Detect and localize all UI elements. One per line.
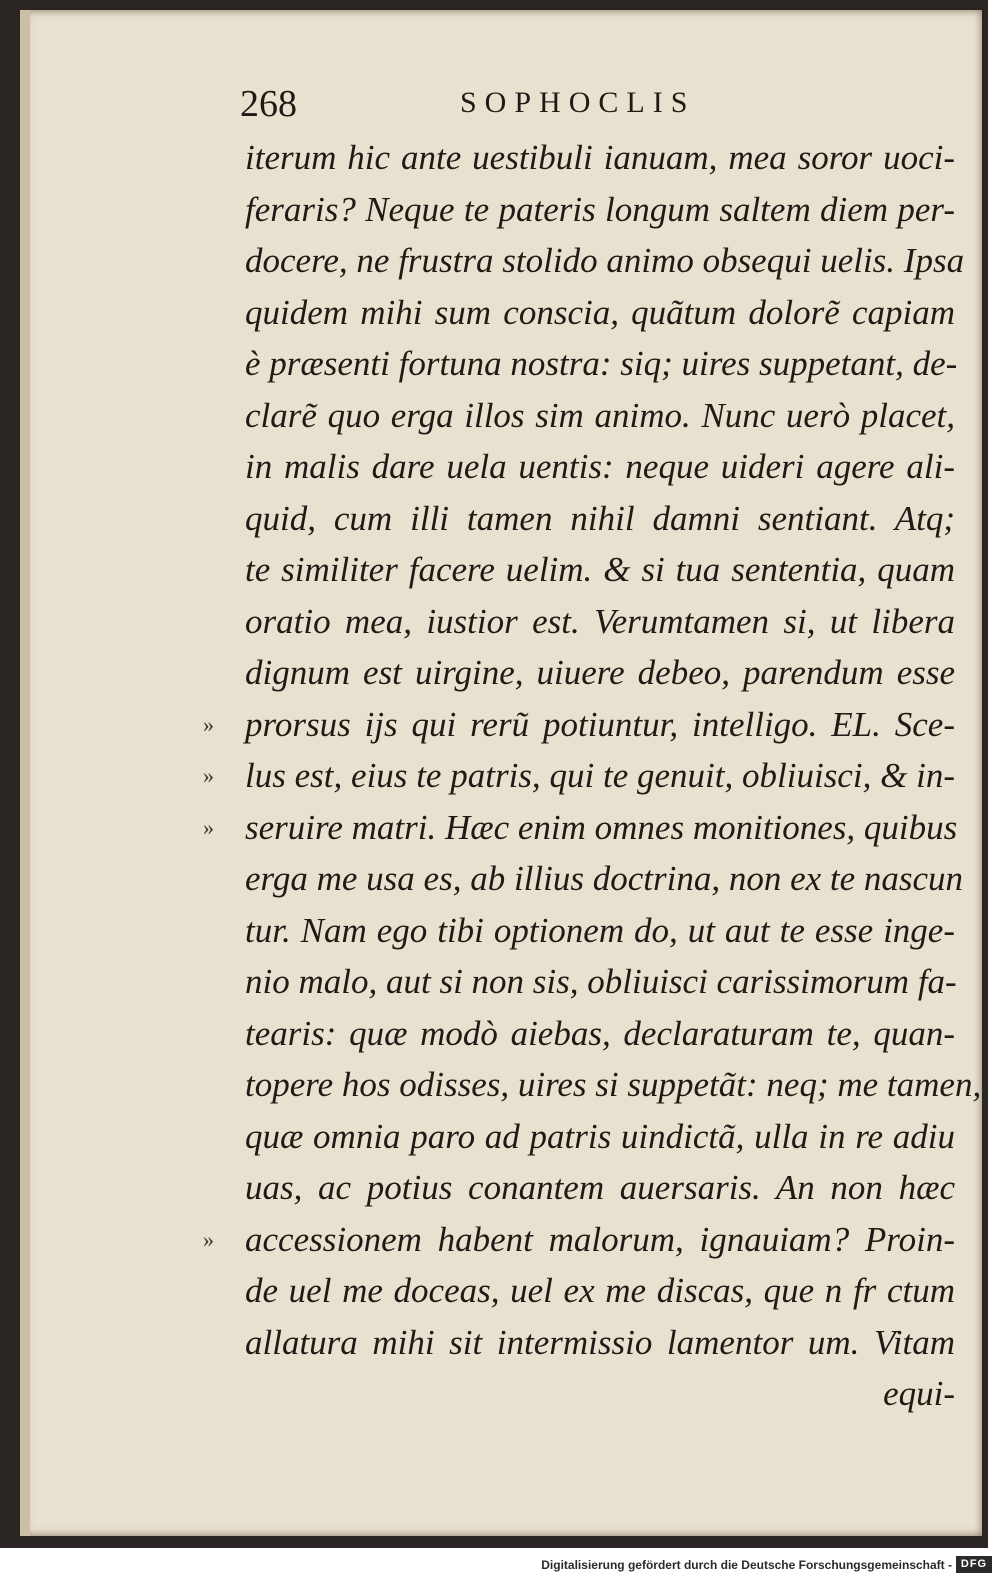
- text-line: erga me usa es, ab illius doctrina, non ex te nascun: [245, 859, 964, 898]
- text-line: de uel me doceas, uel ex me discas, que n fr ctum: [245, 1271, 955, 1310]
- text-line: in malis dare uela uentis: neque uideri agere ali-: [245, 447, 955, 486]
- text-line: quæ omnia paro ad patris uindictã, ulla in re adiu: [245, 1116, 955, 1156]
- running-head: SOPHOCLIS: [460, 86, 696, 119]
- text-line-quoted: [203, 750, 955, 802]
- page-header: [20, 82, 982, 126]
- text-line: topere hos odisses, uires si suppetãt: neq; me tamen,: [245, 1065, 982, 1104]
- text-line-quoted: [203, 802, 958, 854]
- marginal-quote-mark: »: [203, 711, 215, 737]
- book-page: [20, 10, 982, 1536]
- text-line-content: prorsus ijs qui rerũ potiuntur, intelligo. EL. Sce-: [245, 704, 955, 744]
- text-block: [203, 132, 982, 1420]
- text-line: allatura mihi sit intermissio lamentor um. Vitam: [245, 1322, 955, 1362]
- marginal-quote-mark: »: [203, 814, 215, 840]
- text-line-quoted: [203, 699, 955, 751]
- text-line: te similiter facere uelim. & si tua sententia, quam: [245, 550, 955, 589]
- catchword: equi-: [883, 1374, 955, 1413]
- text-line-quoted: [203, 1214, 955, 1266]
- page-number: 268: [240, 83, 297, 125]
- text-line: quidem mihi sum conscia, quãtum dolorẽ capiam: [245, 292, 955, 332]
- text-line: tearis: quæ modò aiebas, declaraturam te, quan-: [245, 1013, 955, 1053]
- page-gutter: [20, 10, 30, 1536]
- dfg-logo: DFG: [956, 1556, 992, 1573]
- text-line: uas, ac potius conantem auersaris. An non hæc: [245, 1168, 955, 1207]
- text-line: nio malo, aut si non sis, obliuisci carissimorum fa-: [245, 962, 957, 1001]
- text-line-content: accessionem habent malorum, ignauiam? Proin-: [245, 1219, 955, 1259]
- marginal-quote-mark: »: [203, 763, 215, 788]
- text-line: è præsenti fortuna nostra: siq; uires suppetant, de-: [245, 344, 958, 383]
- text-line: feraris? Neque te pateris longum saltem diem per-: [245, 189, 955, 229]
- text-line: iterum hic ante uestibuli ianuam, mea soror uoci-: [245, 138, 955, 177]
- digitization-footer: [0, 1550, 1000, 1582]
- text-line: oratio mea, iustior est. Verumtamen si, ut libera: [245, 601, 955, 641]
- text-line: quid, cum illi tamen nihil damni sentiant. Atq;: [245, 498, 955, 538]
- marginal-quote-mark: »: [203, 1226, 215, 1252]
- text-line: tur. Nam ego tibi optionem do, ut aut te esse inge-: [245, 910, 955, 950]
- text-line: docere, ne frustra stolido animo obsequi uelis. Ipsa: [245, 241, 965, 280]
- text-line: dignum est uirgine, uiuere debeo, parendum esse: [245, 653, 955, 692]
- text-line-content: seruire matri. Hæc enim omnes monitiones, quibus: [245, 807, 958, 847]
- text-line: clarẽ quo erga illos sim animo. Nunc uerò placet,: [245, 395, 955, 435]
- funding-credit: Digitalisierung gefördert durch die Deutsche Forschungsgemeinschaft -: [541, 1558, 952, 1572]
- text-line-content: lus est, eius te patris, qui te genuit, obliuisci, & in-: [245, 756, 955, 795]
